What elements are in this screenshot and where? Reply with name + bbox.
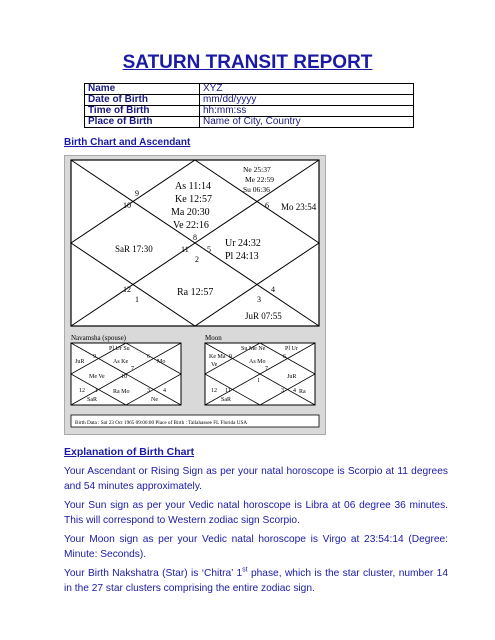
chart-label: Moon xyxy=(205,334,222,342)
planet-label: SaR 17:30 xyxy=(115,244,153,254)
navamsha-entry: Mo xyxy=(157,359,166,365)
moon-entry: 3 xyxy=(281,388,284,394)
paragraph-sun-sign: Your Sun sign as per your Vedic natal horoscope is Libra at 06 degree 36 minutes. This will correspond to Western zodiac sign Scorpio. xyxy=(64,500,448,526)
table-row xyxy=(85,84,414,95)
nakshatra-text-start: Your Birth Nakshatra (Star) is ‘Chitra’ 1 xyxy=(64,568,243,579)
house-number: 8 xyxy=(193,233,197,242)
moon-entry: Ra xyxy=(299,389,306,395)
planet-label: Ra 12:57 xyxy=(177,287,214,298)
navamsha-entry: Me Ve xyxy=(89,374,105,380)
navamsha-entry: Pl Ur Su xyxy=(109,346,130,352)
page-title: SATURN TRANSIT REPORT xyxy=(122,52,373,73)
rasi-chart xyxy=(71,160,319,326)
planet-label: Ve 22:16 xyxy=(173,220,209,231)
moon-chart xyxy=(205,334,315,405)
moon-entry: 12 xyxy=(211,388,217,394)
navamsha-chart xyxy=(71,334,181,405)
pob-value: Name of City, Country xyxy=(200,117,414,128)
house-number: 12 xyxy=(123,285,131,294)
birth-chart-image xyxy=(64,155,326,435)
dob-label: Date of Birth xyxy=(85,95,200,106)
moon-entry: SaR xyxy=(221,397,232,403)
navamsha-entry: As Ke xyxy=(113,359,129,365)
house-number: 9 xyxy=(135,189,139,198)
ordinal-suffix: st xyxy=(242,566,248,574)
table-row xyxy=(85,117,414,128)
moon-entry: 9 xyxy=(229,354,232,360)
moon-entry: 7 xyxy=(265,366,268,372)
section-heading-birth-chart: Birth Chart and Ascendant xyxy=(64,137,191,148)
planet-label: JuR 07:55 xyxy=(245,311,282,321)
navamsha-entry: 10 xyxy=(121,374,127,380)
house-number: 6 xyxy=(265,201,269,210)
name-label: Name xyxy=(85,84,200,95)
house-number: 1 xyxy=(135,295,139,304)
moon-entry: Ve xyxy=(211,362,218,368)
navamsha-entry: SaR xyxy=(87,397,98,403)
moon-entry: Ke Ma xyxy=(209,354,226,360)
moon-entry: JuR xyxy=(287,374,297,380)
planet-label: Ur 24:32 xyxy=(225,238,261,249)
moon-entry: 6 xyxy=(283,354,286,360)
planet-label: Ne 25:37 xyxy=(243,165,271,174)
paragraph-nakshatra xyxy=(64,566,448,596)
name-value: XYZ xyxy=(200,84,414,95)
planet-label: Me 22:59 xyxy=(245,175,274,184)
nakshatra-text-end: phase, which is the star cluster, number 14 in the 27 star clusters comprising the entire zodiac sign. xyxy=(64,568,448,594)
tob-label: Time of Birth xyxy=(85,106,200,117)
table-row xyxy=(85,106,414,117)
planet-label: As 11:14 xyxy=(175,181,212,192)
moon-entry: 11 xyxy=(225,388,231,394)
planet-label: Pl 24:13 xyxy=(225,251,259,262)
section-heading-explanation: Explanation of Birth Chart xyxy=(64,446,195,458)
house-number: 2 xyxy=(195,255,199,264)
navamsha-entry: 9 xyxy=(93,354,96,360)
paragraph-ascendant: Your Ascendant or Rising Sign as per your natal horoscope is Scorpio at 11 degrees and 54 minutes approximately. xyxy=(64,466,448,492)
charts-svg xyxy=(65,156,325,434)
planet-label: Mo 23:54 xyxy=(281,202,317,212)
navamsha-entry: Ra Mo xyxy=(113,389,130,395)
tob-value: hh:mm:ss xyxy=(200,106,414,117)
moon-entry: Pl Ur xyxy=(285,346,298,352)
moon-entry: 1 xyxy=(257,378,260,384)
navamsha-entry: 1 xyxy=(95,388,98,394)
table-row xyxy=(85,95,414,106)
moon-entry: 4 xyxy=(293,388,296,394)
house-number: 3 xyxy=(257,295,261,304)
navamsha-entry: Ne xyxy=(151,397,158,403)
navamsha-entry: JuR xyxy=(75,359,85,365)
dob-value: mm/dd/yyyy xyxy=(200,95,414,106)
house-number: 10 xyxy=(123,201,131,210)
paragraph-moon-sign: Your Moon sign as per your Vedic natal horoscope is Virgo at 23:54:14 (Degree: Minute: Seconds). xyxy=(64,534,448,560)
planet-label: Ma 20:30 xyxy=(171,207,210,218)
house-number: 4 xyxy=(271,285,275,294)
navamsha-entry: 4 xyxy=(163,388,166,394)
chart-label: Navamsha (spouse) xyxy=(71,334,127,342)
birth-data-line: Birth Data : Sat 23 Oct 1965 09:06:00 Place of Birth : Tallahassee FL Florida USA xyxy=(75,420,248,426)
navamsha-entry: 12 xyxy=(79,388,85,394)
pob-label: Place of Birth xyxy=(85,117,200,128)
moon-entry: Su Me Ne xyxy=(241,346,266,352)
navamsha-entry: 3 xyxy=(147,388,150,394)
house-number: 5 xyxy=(207,245,211,254)
navamsha-entry: 6 xyxy=(147,354,150,360)
navamsha-entry: 7 xyxy=(131,366,134,372)
planet-label: Su 06:36 xyxy=(243,185,270,194)
planet-label: Ke 12:57 xyxy=(175,194,212,205)
moon-entry: As Mo xyxy=(249,359,266,365)
house-number: 11 xyxy=(181,245,189,254)
birth-info-table xyxy=(84,83,414,128)
